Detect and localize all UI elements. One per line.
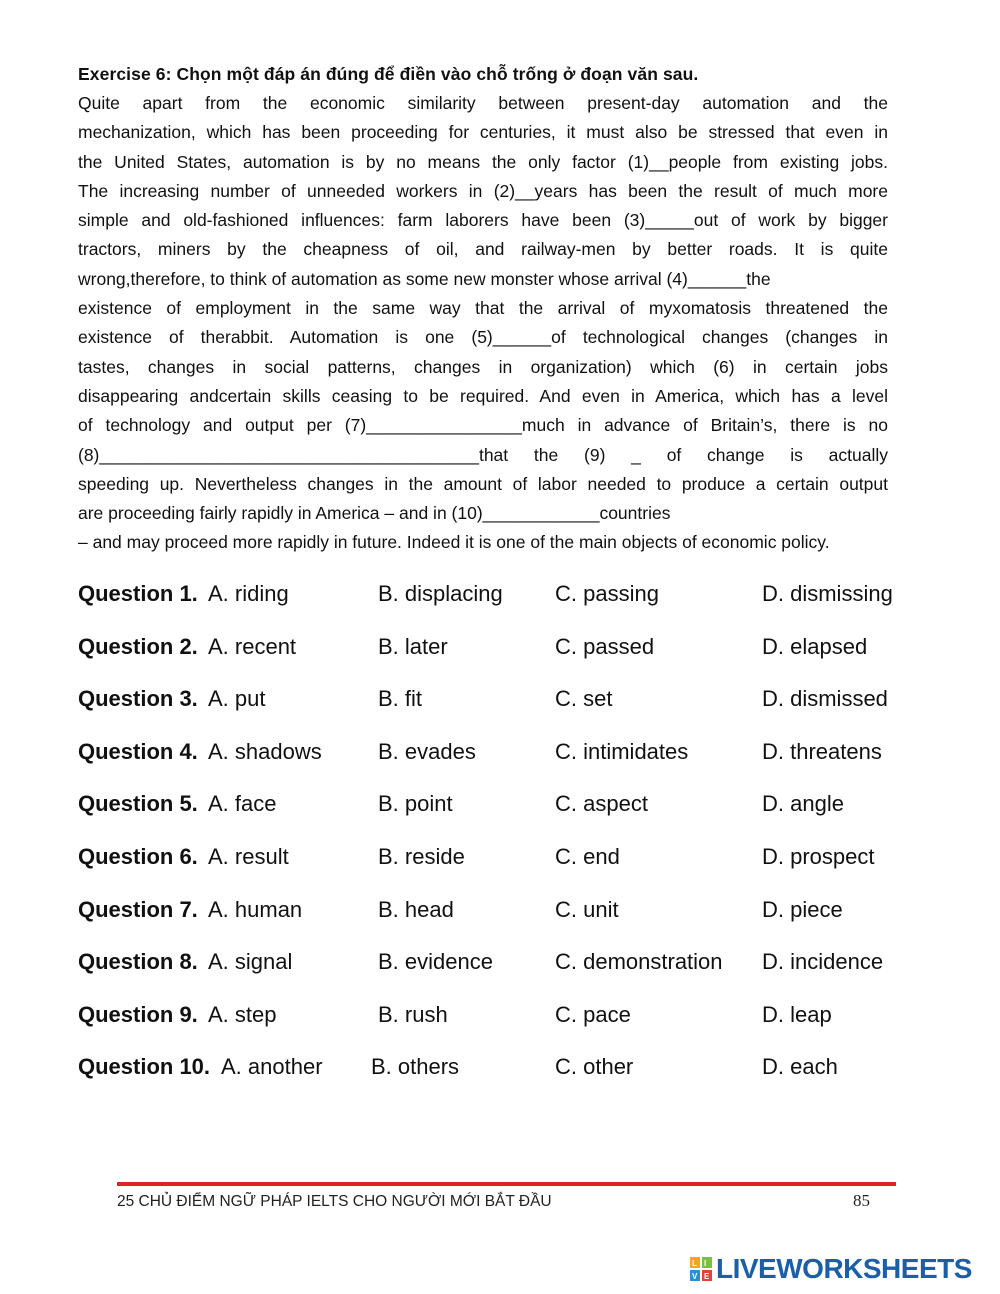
option-a[interactable]: A. face [208, 791, 277, 817]
question-label: Question 2. [78, 633, 198, 659]
question-label: Question 7. [78, 896, 198, 922]
passage-line: tractors, miners by the cheapness of oil, and railway-men by better roads. It is quite [78, 239, 888, 260]
liveworksheets-logo-icon [690, 1257, 712, 1281]
question-row [78, 1049, 938, 1102]
option-a[interactable]: A. riding [208, 581, 289, 606]
logo-text: LIVEWORKSHEETS [716, 1253, 972, 1284]
svg-text:I: I [704, 1259, 707, 1268]
option-d[interactable]: D. angle [762, 791, 844, 817]
option-b[interactable]: B. point [378, 791, 453, 817]
option-a[interactable]: A. put [208, 686, 266, 712]
question-row [78, 629, 938, 682]
exercise-title: Exercise 6: Chọn một đáp án đúng để điền vào chỗ trống ở đoạn văn sau. [78, 64, 699, 84]
passage-line: the United States, automation is by no means the only factor (1)__people from existing jobs. [78, 151, 888, 172]
passage-line: speeding up. Nevertheless changes in the amount of labor needed to produce a certain output [78, 473, 888, 494]
option-b[interactable]: B. fit [378, 686, 423, 712]
passage [78, 89, 888, 558]
option-d[interactable]: D. leap [762, 1001, 832, 1027]
option-a[interactable]: A. recent [208, 633, 297, 659]
question-row [78, 839, 938, 892]
option-d[interactable]: D. dismissing [762, 581, 893, 606]
page-number: 85 [853, 1191, 870, 1210]
passage-line: simple and old-fashioned influences: farm laborers have been (3)_____out of work by bigger [78, 210, 888, 231]
option-b[interactable]: B. evades [378, 738, 476, 764]
option-a[interactable]: A. human [208, 896, 303, 922]
option-b[interactable]: B. others [371, 1054, 460, 1080]
passage-line: tastes, changes in social patterns, changes in organization) which (6) in certain jobs [78, 356, 888, 377]
option-a[interactable]: A. another [221, 1054, 323, 1080]
question-label: Question 6. [78, 843, 198, 869]
option-b[interactable]: B. rush [378, 1001, 448, 1027]
option-b[interactable]: B. reside [378, 843, 465, 869]
option-c[interactable]: C. passed [555, 633, 655, 659]
question-label: Question 4. [78, 738, 198, 764]
option-c[interactable]: C. pace [555, 1001, 631, 1027]
option-c[interactable]: C. end [555, 843, 620, 869]
question-row [78, 892, 938, 945]
option-c[interactable]: C. unit [555, 896, 619, 922]
question-label: Question 8. [78, 949, 198, 975]
question-label: Question 10. [78, 1054, 211, 1080]
option-d[interactable]: D. dismissed [762, 686, 888, 712]
option-d[interactable]: D. incidence [762, 949, 884, 975]
footer-rule [117, 1182, 896, 1186]
option-b[interactable]: B. head [378, 896, 454, 922]
question-row [78, 734, 938, 787]
passage-line: mechanization, which has been proceeding for centuries, it must also be stressed that even in [78, 122, 888, 143]
option-d[interactable]: D. each [762, 1054, 838, 1080]
option-a[interactable]: A. result [208, 843, 289, 869]
question-row [78, 786, 938, 839]
option-c[interactable]: C. passing [555, 581, 659, 606]
svg-text:E: E [704, 1272, 710, 1281]
question-row [78, 997, 938, 1050]
passage-line: are proceeding fairly rapidly in America – and in (10)____________countries [78, 503, 671, 524]
passage-line: existence of employment in the same way that the arrival of myxomatosis threatened the [78, 298, 888, 319]
question-label: Question 1. [78, 581, 198, 606]
option-c[interactable]: C. other [555, 1054, 634, 1080]
question-list [78, 576, 938, 1102]
passage-line: (8)_______________________________________that the (9) _ of change is actually [78, 444, 888, 465]
passage-line: disappearing andcertain skills ceasing to be required. And even in America, which has a level [78, 385, 888, 406]
option-c[interactable]: C. set [555, 686, 613, 712]
passage-line: of technology and output per (7)________________much in advance of Britain’s, there is no [78, 415, 888, 436]
option-d[interactable]: D. prospect [762, 843, 875, 869]
option-a[interactable]: A. signal [208, 949, 293, 975]
passage-line: wrong,therefore, to think of automation as some new monster whose arrival (4)______the [78, 268, 771, 289]
option-a[interactable]: A. step [208, 1001, 277, 1027]
svg-text:L: L [692, 1259, 697, 1268]
question-row [78, 576, 938, 629]
passage-line: – and may proceed more rapidly in future. Indeed it is one of the main objects of economic policy. [78, 532, 830, 553]
option-b[interactable]: B. displacing [378, 581, 503, 606]
passage-line: Quite apart from the economic similarity between present-day automation and the [78, 93, 888, 113]
option-c[interactable]: C. intimidates [555, 738, 689, 764]
question-row [78, 681, 938, 734]
question-label: Question 9. [78, 1001, 198, 1027]
passage-line: existence of therabbit. Automation is one (5)______of technological changes (changes in [78, 327, 888, 348]
option-d[interactable]: D. piece [762, 896, 843, 922]
passage-line: The increasing number of unneeded workers in (2)__years has been the result of much more [78, 180, 888, 201]
option-b[interactable]: B. later [378, 633, 448, 659]
option-b[interactable]: B. evidence [378, 949, 493, 975]
option-d[interactable]: D. elapsed [762, 633, 868, 659]
option-a[interactable]: A. shadows [208, 738, 322, 764]
question-label: Question 5. [78, 791, 198, 817]
liveworksheets-logo[interactable] [690, 1252, 972, 1286]
question-label: Question 3. [78, 686, 198, 712]
option-c[interactable]: C. demonstration [555, 949, 723, 975]
footer-book-title: 25 CHỦ ĐIỂM NGỮ PHÁP IELTS CHO NGƯỜI MỚI BẮT ĐẦU [117, 1193, 552, 1210]
option-c[interactable]: C. aspect [555, 791, 648, 817]
svg-text:V: V [692, 1272, 698, 1281]
question-row [78, 944, 938, 997]
option-d[interactable]: D. threatens [762, 738, 882, 764]
